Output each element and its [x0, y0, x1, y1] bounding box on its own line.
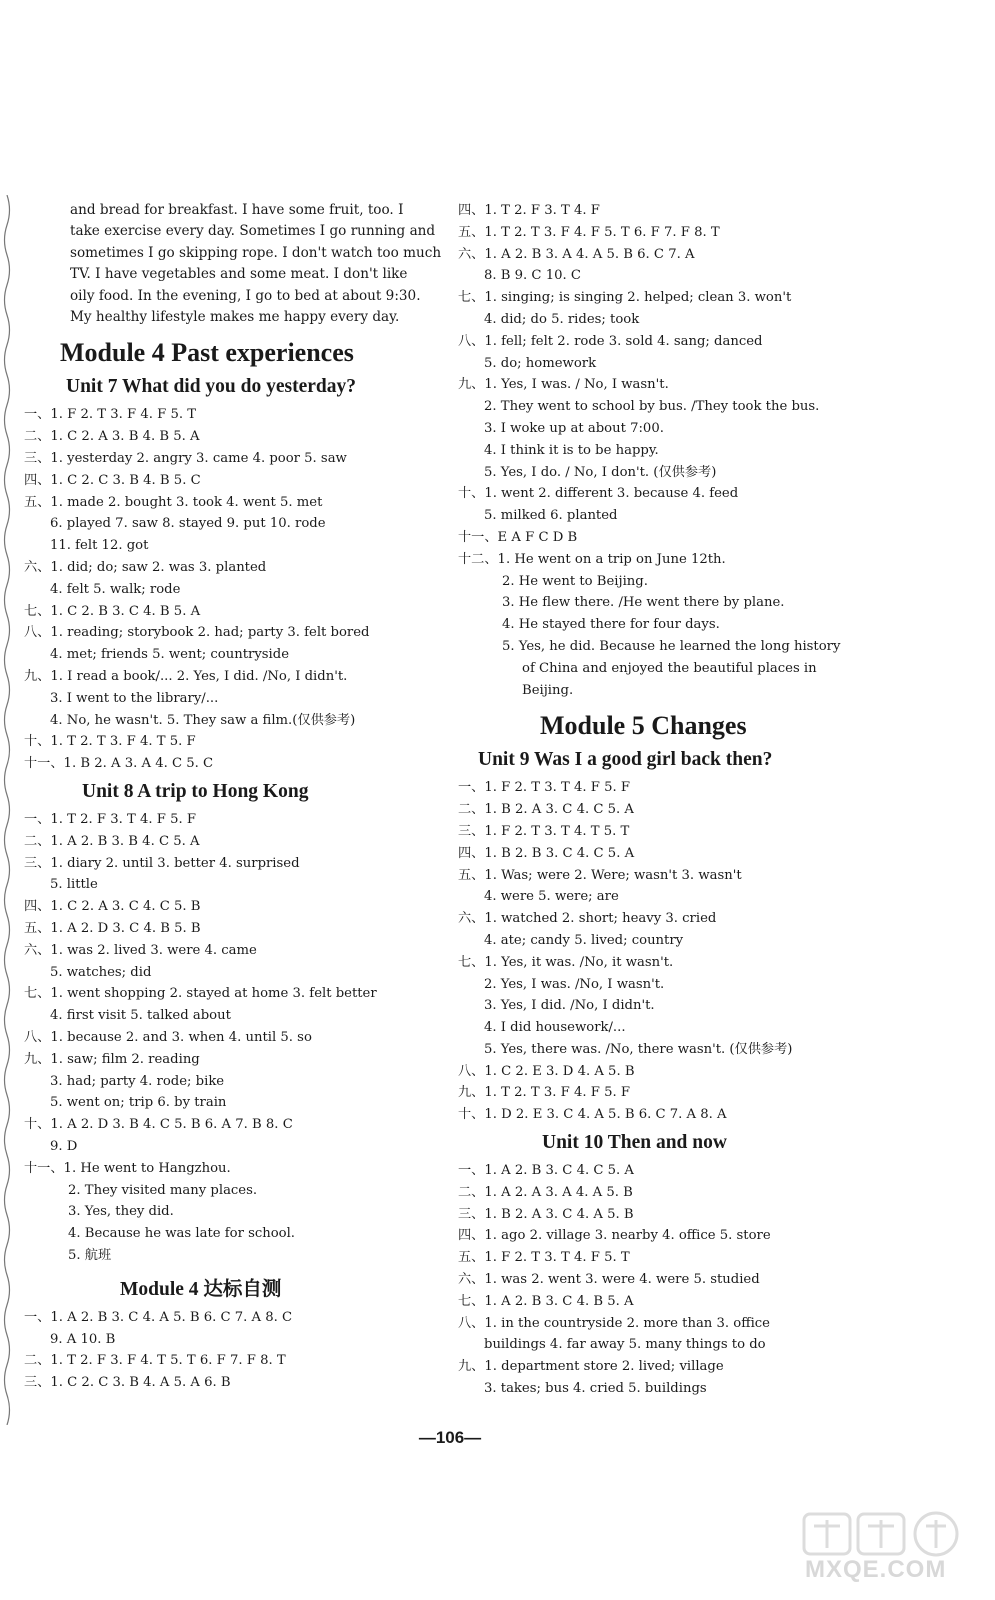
answer-line: 9. D — [50, 1138, 78, 1154]
answer-line: 六、1. did; do; saw 2. was 3. planted — [24, 560, 267, 576]
answer-line: 八、1. in the countryside 2. more than 3. office — [458, 1315, 770, 1331]
answer-line: 4. No, he wasn't. 5. They saw a film.(仅供参考) — [50, 712, 356, 728]
answer-line: 三、1. F 2. T 3. T 4. T 5. T — [458, 823, 630, 839]
answer-line: 九、1. saw; film 2. reading — [24, 1051, 200, 1067]
answer-line: Beijing. — [522, 682, 574, 698]
answer-line: 十、1. went 2. different 3. because 4. feed — [458, 486, 739, 502]
answer-line: 一、1. A 2. B 3. C 4. A 5. B 6. C 7. A 8. C — [24, 1309, 293, 1325]
answer-line: 2. They visited many places. — [68, 1182, 258, 1198]
answer-line: 5. do; homework — [484, 355, 597, 371]
unit8-title: Unit 8 A trip to Hong Kong — [82, 780, 309, 802]
module4-test-continued — [458, 200, 888, 701]
answer-line: 五、1. Was; were 2. Were; wasn't 3. wasn't — [458, 867, 742, 883]
unit10-title: Unit 10 Then and now — [542, 1132, 727, 1154]
answer-line: 九、1. T 2. T 3. F 4. F 5. F — [458, 1085, 631, 1101]
answer-line: 三、1. C 2. C 3. B 4. A 5. A 6. B — [24, 1375, 231, 1391]
answer-line: 四、1. B 2. B 3. C 4. C 5. A — [458, 845, 635, 861]
answer-line: 五、1. F 2. T 3. T 4. F 5. T — [458, 1250, 630, 1266]
answer-line: 一、1. A 2. B 3. C 4. C 5. A — [458, 1163, 634, 1179]
answer-line: 二、1. A 2. B 3. B 4. C 5. A — [24, 833, 200, 849]
answer-line: 九、1. department store 2. lived; village — [458, 1359, 724, 1375]
binding-edge — [0, 195, 14, 1425]
answer-line: 4. met; friends 5. went; countryside — [50, 647, 290, 663]
watermark-text: MXQE.COM — [805, 1556, 947, 1583]
answer-line: 十、1. T 2. T 3. F 4. T 5. F — [24, 734, 196, 750]
answer-line: 二、1. T 2. F 3. F 4. T 5. T 6. F 7. F 8. T — [24, 1353, 286, 1369]
answer-line: 三、1. yesterday 2. angry 3. came 4. poor 5. saw — [24, 451, 347, 467]
module5-title: Module 5 Changes — [540, 711, 747, 741]
answer-line: 八、1. C 2. E 3. D 4. A 5. B — [458, 1063, 635, 1079]
answer-line: 七、1. singing; is singing 2. helped; clean 3. won't — [458, 290, 792, 306]
unit9-title: Unit 9 Was I a good girl back then? — [478, 749, 773, 771]
page-number: —106— — [418, 1428, 482, 1447]
answer-line: 四、1. C 2. C 3. B 4. B 5. C — [24, 472, 201, 488]
answer-line: 十一、1. B 2. A 3. A 4. C 5. C — [24, 756, 214, 772]
answer-line: 七、1. Yes, it was. /No, it wasn't. — [458, 954, 674, 970]
answer-line: 2. He went to Beijing. — [502, 573, 648, 589]
answer-line: 5. little — [50, 877, 98, 893]
answer-line: 4. ate; candy 5. lived; country — [484, 932, 684, 948]
answer-line: 十二、1. He went on a trip on June 12th. — [458, 551, 726, 567]
answer-line: 五、1. made 2. bought 3. took 4. went 5. met — [24, 494, 323, 510]
module4-test-answers — [24, 1307, 429, 1394]
answer-line: 八、1. reading; storybook 2. had; party 3. felt bored — [24, 625, 370, 641]
answer-line: 2. They went to school by bus. /They took the bus. — [484, 399, 820, 415]
module4-test-title: Module 4 达标自测 — [120, 1278, 282, 1300]
answer-line: 二、1. A 2. A 3. A 4. A 5. B — [458, 1184, 633, 1200]
answer-line: 八、1. fell; felt 2. rode 3. sold 4. sang; danced — [458, 333, 763, 349]
answer-line: of China and enjoyed the beautiful places in — [522, 660, 817, 676]
answer-line: 五、1. T 2. T 3. F 4. F 5. T 6. F 7. F 8. T — [458, 224, 720, 240]
answer-line: 二、1. B 2. A 3. C 4. C 5. A — [458, 802, 634, 818]
unit8-answers — [24, 809, 429, 1267]
answer-line: 11. felt 12. got — [50, 538, 149, 554]
answer-line: 4. first visit 5. talked about — [50, 1008, 231, 1024]
answer-line: 5. milked 6. planted — [484, 508, 618, 524]
answer-line: 八、1. because 2. and 3. when 4. until 5. so — [24, 1029, 312, 1045]
answer-line: 七、1. went shopping 2. stayed at home 3. felt better — [24, 986, 377, 1002]
answer-line: 3. I went to the library/... — [50, 690, 219, 706]
answer-line: 七、1. C 2. B 3. C 4. B 5. A — [24, 603, 201, 619]
passage-line: take exercise every day. Sometimes I go running and — [70, 223, 436, 240]
answer-line: 三、1. diary 2. until 3. better 4. surprised — [24, 855, 300, 871]
answer-line: 3. takes; bus 4. cried 5. buildings — [484, 1381, 707, 1397]
answer-line: 4. felt 5. walk; rode — [50, 581, 181, 597]
answer-line: 六、1. was 2. lived 3. were 4. came — [24, 942, 257, 958]
answer-line: buildings 4. far away 5. many things to do — [484, 1337, 766, 1353]
answer-line: 十一、E A F C D B — [458, 529, 578, 545]
unit10-answers — [458, 1160, 888, 1400]
answer-line: 5. Yes, he did. Because he learned the long history — [502, 638, 841, 654]
answer-line: 5. watches; did — [50, 964, 152, 980]
answer-line: 3. He flew there. /He went there by plane. — [502, 595, 785, 611]
answer-line: 4. Because he was late for school. — [68, 1226, 296, 1242]
unit7-answers — [24, 404, 429, 775]
answer-line: 一、1. F 2. T 3. F 4. F 5. T — [24, 407, 197, 423]
left-column — [24, 200, 442, 1394]
answer-line: 4. were 5. were; are — [484, 889, 619, 905]
passage-line: and bread for breakfast. I have some fruit, too. I — [70, 202, 404, 218]
passage-line: oily food. In the evening, I go to bed at about 9:30. — [70, 287, 421, 304]
answer-line: 九、1. I read a book/... 2. Yes, I did. /No, I didn't. — [24, 669, 348, 684]
answer-line: 3. Yes, I did. /No, I didn't. — [484, 998, 655, 1014]
answer-line: 5. Yes, I do. / No, I don't. (仅供参考) — [484, 464, 717, 480]
answer-line: 4. I think it is to be happy. — [484, 442, 659, 458]
answer-line: 六、1. watched 2. short; heavy 3. cried — [458, 911, 717, 927]
answer-line: 六、1. A 2. B 3. A 4. A 5. B 6. C 7. A — [458, 246, 695, 262]
answer-line: 3. I woke up at about 7:00. — [484, 420, 664, 436]
right-column — [458, 200, 888, 1400]
answer-line: 8. B 9. C 10. C — [484, 268, 581, 284]
unit9-answers — [458, 777, 888, 1126]
passage-line: TV. I have vegetables and some meat. I don't like — [70, 266, 408, 283]
answer-line: 三、1. B 2. A 3. C 4. A 5. B — [458, 1206, 634, 1222]
module4-title: Module 4 Past experiences — [60, 338, 354, 368]
answer-line: 9. A 10. B — [50, 1331, 116, 1347]
answer-line: 九、1. Yes, I was. / No, I wasn't. — [458, 377, 669, 393]
answer-line: 5. Yes, there was. /No, there wasn't. (仅供参考) — [484, 1041, 793, 1057]
answer-line: 4. He stayed there for four days. — [502, 617, 720, 633]
answer-line: 5. went on; trip 6. by train — [50, 1095, 227, 1111]
answer-line: 一、1. T 2. F 3. T 4. F 5. F — [24, 811, 197, 827]
answer-line: 4. did; do 5. rides; took — [484, 311, 640, 327]
answer-line: 5. 航班 — [68, 1247, 112, 1263]
answer-line: 3. had; party 4. rode; bike — [50, 1073, 225, 1089]
passage-line: sometimes I go skipping rope. I don't watch too much — [70, 244, 442, 261]
answer-line: 一、1. F 2. T 3. T 4. F 5. F — [458, 780, 631, 796]
answer-line: 十一、1. He went to Hangzhou. — [24, 1160, 231, 1176]
answer-line: 四、1. C 2. A 3. C 4. C 5. B — [24, 899, 201, 915]
answer-line: 3. Yes, they did. — [68, 1204, 174, 1220]
answer-line: 七、1. A 2. B 3. C 4. B 5. A — [458, 1293, 634, 1309]
answer-line: 四、1. T 2. F 3. T 4. F — [458, 203, 600, 218]
answer-line: 二、1. C 2. A 3. B 4. B 5. A — [24, 429, 200, 445]
answer-line: 2. Yes, I was. /No, I wasn't. — [484, 976, 665, 992]
passage-line: My healthy lifestyle makes me happy every day. — [70, 309, 400, 326]
answer-line: 4. I did housework/... — [484, 1020, 626, 1036]
answer-line: 十、1. D 2. E 3. C 4. A 5. B 6. C 7. A 8. A — [458, 1107, 727, 1123]
answer-line: 十、1. A 2. D 3. B 4. C 5. B 6. A 7. B 8. C — [24, 1117, 293, 1133]
answer-line: 五、1. A 2. D 3. C 4. B 5. B — [24, 920, 201, 936]
answer-line: 六、1. was 2. went 3. were 4. were 5. studied — [458, 1272, 760, 1288]
passage-text — [24, 200, 442, 328]
answer-line: 6. played 7. saw 8. stayed 9. put 10. rode — [50, 516, 326, 532]
unit7-title: Unit 7 What did you do yesterday? — [66, 376, 357, 398]
answer-line: 四、1. ago 2. village 3. nearby 4. office 5. store — [458, 1228, 771, 1244]
